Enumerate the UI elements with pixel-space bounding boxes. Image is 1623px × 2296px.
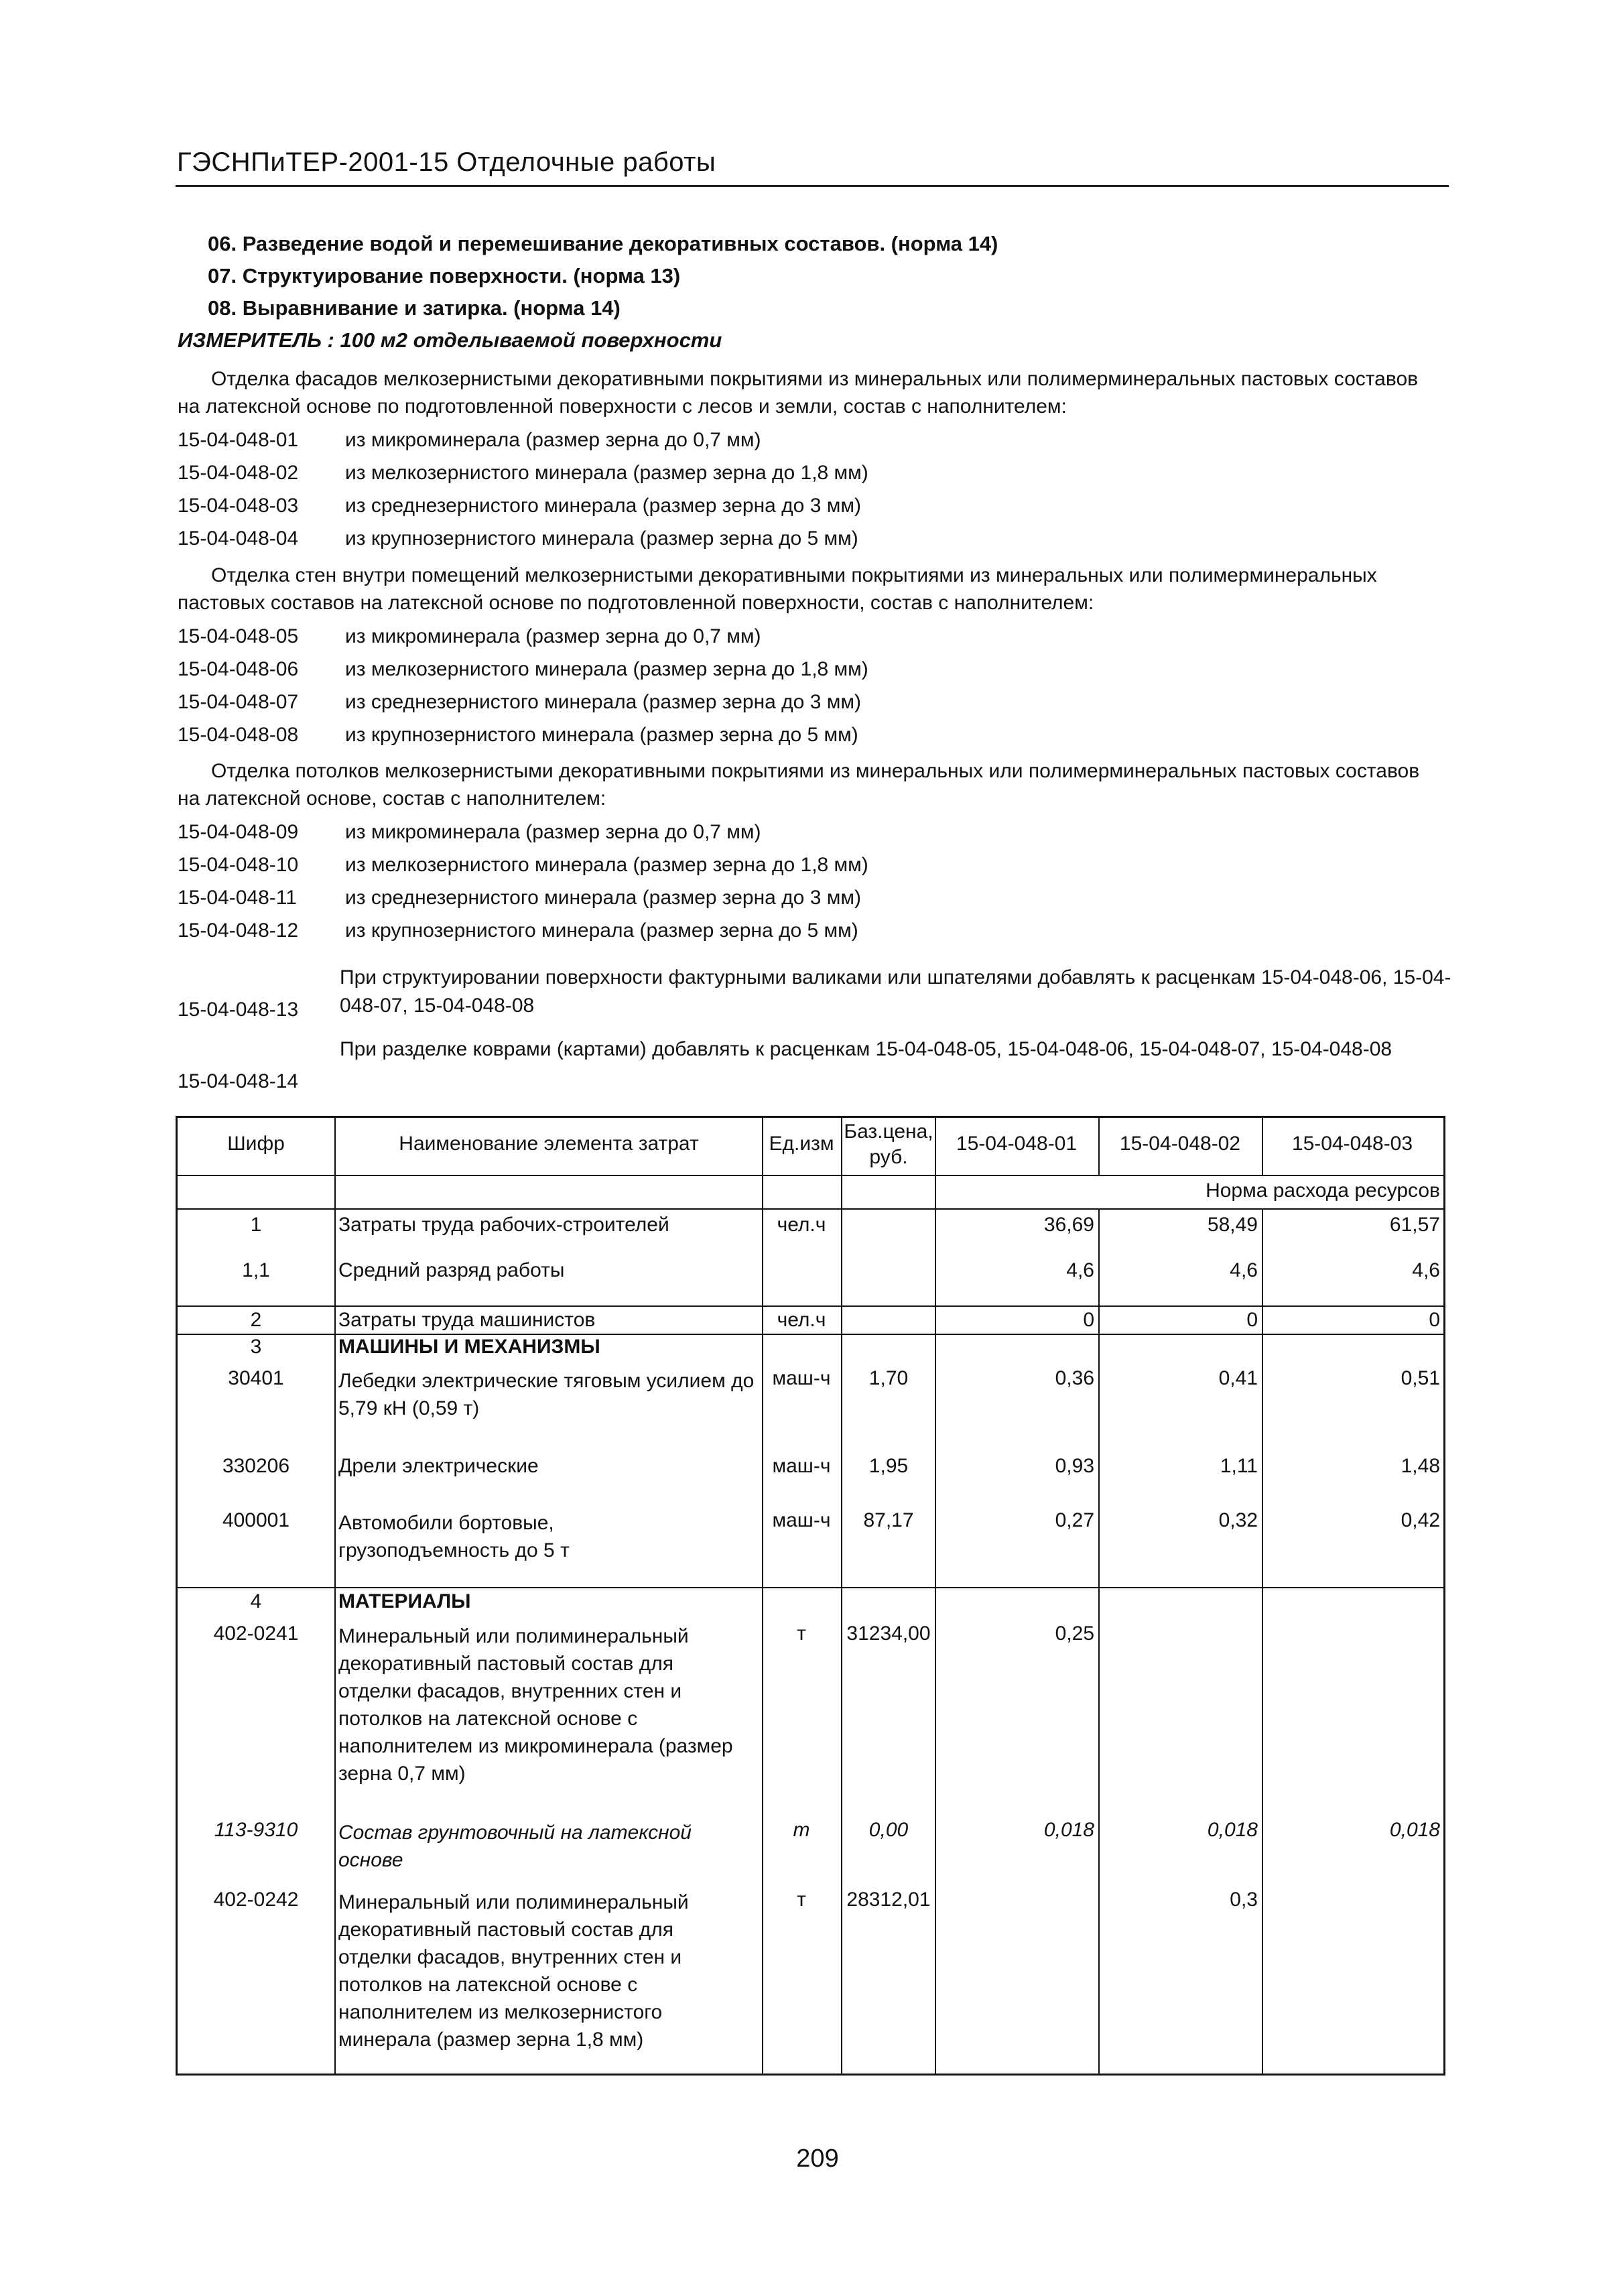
col-divider xyxy=(1098,1208,1100,2076)
row-divider xyxy=(178,1334,1443,1335)
row-code: 4 xyxy=(250,1590,262,1612)
addon-row xyxy=(178,1035,1451,1093)
row-code: 1,1 xyxy=(242,1259,270,1281)
code-row xyxy=(178,854,868,877)
row-name: Лебедки электрические тяговым усилием до 5,79 кН (0,59 т) xyxy=(338,1370,755,1419)
addon-code: 15-04-048-14 xyxy=(178,1070,299,1092)
code-text: из микроминерала (размер зерна до 0,7 мм) xyxy=(345,625,761,647)
row-price: 1,95 xyxy=(868,1455,909,1477)
col-divider xyxy=(762,1118,763,2076)
addon-text: При структуировании поверхности фактурными валиками или шпателями добавлять к расценкам 15-04-048-06, 15-04-048-07, 15-04-048-08 xyxy=(340,966,1451,1017)
addon-row xyxy=(178,964,1451,1021)
row-v3: 1,48 xyxy=(1401,1455,1440,1477)
code: 15-04-048-01 xyxy=(178,429,299,451)
code-text: из мелкозернистого минерала (размер зерна до 1,8 мм) xyxy=(345,854,868,876)
row-v3: 0,51 xyxy=(1401,1367,1440,1389)
row-unit: чел.ч xyxy=(777,1309,826,1331)
code: 15-04-048-02 xyxy=(178,462,299,484)
code-text: из мелкозернистого минерала (размер зерна до 1,8 мм) xyxy=(345,658,868,680)
header-price: Баз.цена, руб. xyxy=(844,1121,933,1168)
norm-label: Норма расхода ресурсов xyxy=(1206,1179,1440,1202)
row-name: Минеральный или полиминеральный декоративный пастовый состав для отделки фасадов, внутренних стен и потолков на латексной основе с наполнителем из микроминерала (размер зерна 0,7 мм) xyxy=(338,1625,733,1785)
row-name: Минеральный или полиминеральный декоративный пастовый состав для отделки фасадов, внутренних стен и потолков на латексной основе с наполнителем из мелкозернистого минерала (размер зерна 1,8 мм) xyxy=(338,1891,689,2051)
section-description: Отделка потолков мелкозернистыми декоративными покрытиями из минеральных или полимерминеральных пастовых составов на латексной основе, состав с наполнителем: xyxy=(178,760,1420,810)
code-text: из микроминерала (размер зерна до 0,7 мм) xyxy=(345,821,761,843)
code-row xyxy=(178,658,868,681)
operations-list xyxy=(208,228,998,324)
row-code: 330206 xyxy=(222,1455,290,1477)
code-row xyxy=(178,625,761,648)
row-divider xyxy=(178,1305,1443,1307)
row-unit: чел.ч xyxy=(777,1214,826,1236)
code-text: из крупнозернистого минерала (размер зерна до 5 мм) xyxy=(345,527,858,550)
row-v3: 0,42 xyxy=(1401,1509,1440,1531)
row-name: Автомобили бортовые, грузоподъемность до 5 т xyxy=(338,1512,570,1561)
code: 15-04-048-05 xyxy=(178,625,299,647)
code-row xyxy=(178,429,761,452)
code-text: из крупнозернистого минерала (размер зерна до 5 мм) xyxy=(345,919,858,942)
operation-item: 07. Структуирование поверхности. (норма 13) xyxy=(208,264,681,288)
row-v1: 36,69 xyxy=(1043,1214,1094,1236)
code-row xyxy=(178,691,861,714)
row-code: 2 xyxy=(250,1309,262,1331)
code: 15-04-048-10 xyxy=(178,854,299,876)
row-v2: 1,11 xyxy=(1220,1455,1258,1477)
code: 15-04-048-08 xyxy=(178,724,299,746)
page-header xyxy=(176,142,1449,187)
code-row xyxy=(178,527,858,550)
row-v2: 0,018 xyxy=(1207,1819,1258,1841)
row-code: 400001 xyxy=(222,1509,290,1531)
header-col2: 15-04-048-02 xyxy=(1119,1133,1241,1155)
row-unit: т xyxy=(793,1819,810,1841)
row-v1: 0 xyxy=(1083,1309,1094,1331)
code-row xyxy=(178,724,858,747)
row-v1: 0,018 xyxy=(1043,1819,1094,1841)
row-price: 0,00 xyxy=(868,1819,909,1841)
row-v2: 0 xyxy=(1246,1309,1258,1331)
row-unit: маш-ч xyxy=(772,1509,831,1531)
row-divider xyxy=(178,1208,1443,1210)
code: 15-04-048-11 xyxy=(178,887,297,909)
code-text: из среднезернистого минерала (размер зерна до 3 мм) xyxy=(345,495,861,517)
header-col1: 15-04-048-01 xyxy=(956,1133,1078,1155)
code-row xyxy=(178,462,868,485)
code-text: из среднезернистого минерала (размер зерна до 3 мм) xyxy=(345,887,861,909)
row-code: 402-0242 xyxy=(213,1889,299,1911)
code-row xyxy=(178,821,761,844)
header-col3: 15-04-048-03 xyxy=(1291,1133,1413,1155)
row-unit: т xyxy=(797,1622,806,1645)
row-name: Затраты труда машинистов xyxy=(338,1309,596,1331)
row-v1: 0,93 xyxy=(1055,1455,1094,1477)
row-unit: маш-ч xyxy=(772,1455,831,1477)
code: 15-04-048-04 xyxy=(178,527,299,550)
row-price: 28312,01 xyxy=(846,1889,931,1911)
row-price: 87,17 xyxy=(863,1509,914,1531)
section-description: Отделка стен внутри помещений мелкозернистыми декоративными покрытиями из минеральных или полимерминеральных пастовых составов на латексной основе по подготовленной поверхности, состав с наполнителем: xyxy=(178,564,1377,614)
row-divider xyxy=(178,1587,1443,1588)
row-code: 113-9310 xyxy=(214,1819,298,1841)
row-price: 1,70 xyxy=(868,1367,909,1389)
row-section-title: МАШИНЫ И МЕХАНИЗМЫ xyxy=(338,1336,600,1358)
header-code: Шифр xyxy=(227,1133,285,1155)
code-row xyxy=(178,887,861,909)
code-text: из микроминерала (размер зерна до 0,7 мм) xyxy=(345,429,761,451)
row-section-title: МАТЕРИАЛЫ xyxy=(338,1590,471,1612)
code: 15-04-048-07 xyxy=(178,691,299,713)
code-text: из среднезернистого минерала (размер зерна до 3 мм) xyxy=(345,691,861,713)
col-divider xyxy=(841,1118,842,2076)
page-number: 209 xyxy=(796,2145,839,2173)
operation-item: 08. Выравнивание и затирка. (норма 14) xyxy=(208,296,621,320)
header-name: Наименование элемента затрат xyxy=(399,1133,699,1155)
row-v2: 0,32 xyxy=(1218,1509,1258,1531)
row-v1: 0,25 xyxy=(1055,1622,1094,1645)
row-v1: 0,36 xyxy=(1055,1367,1094,1389)
section-description: Отделка фасадов мелкозернистыми декоративными покрытиями из минеральных или полимерминеральных пастовых составов на латексной основе по подготовленной поверхности с лесов и земли, состав с наполнителем: xyxy=(178,368,1419,418)
row-code: 402-0241 xyxy=(213,1622,299,1645)
row-unit: т xyxy=(797,1889,806,1911)
code: 15-04-048-12 xyxy=(178,919,299,942)
row-v2: 4,6 xyxy=(1230,1259,1258,1281)
row-name: Дрели электрические xyxy=(338,1455,539,1477)
code-text: из мелкозернистого минерала (размер зерна до 1,8 мм) xyxy=(345,462,868,484)
row-name: Средний разряд работы xyxy=(338,1259,565,1281)
page-title: ГЭСНПиТЕР-2001-15 Отделочные работы xyxy=(177,147,716,177)
code: 15-04-048-03 xyxy=(178,495,299,517)
addon-code: 15-04-048-13 xyxy=(178,999,299,1021)
code-row xyxy=(178,495,861,517)
row-v2: 0,3 xyxy=(1230,1889,1258,1911)
resource-table xyxy=(176,1116,1445,2076)
row-v3: 4,6 xyxy=(1412,1259,1440,1281)
col-divider xyxy=(1262,1208,1263,2076)
row-v3: 0,018 xyxy=(1389,1819,1440,1841)
row-name: Затраты труда рабочих-строителей xyxy=(338,1214,669,1236)
row-price: 31234,00 xyxy=(846,1622,931,1645)
row-divider xyxy=(178,1175,1443,1176)
code-text: из крупнозернистого минерала (размер зерна до 5 мм) xyxy=(345,724,858,746)
row-v3: 0 xyxy=(1429,1309,1440,1331)
row-code: 1 xyxy=(250,1214,262,1236)
row-v1: 0,27 xyxy=(1055,1509,1094,1531)
row-name: Состав грунтовочный на латексной основе xyxy=(338,1822,692,1871)
row-v2: 0,41 xyxy=(1218,1367,1258,1389)
header-unit: Ед.изм xyxy=(769,1133,834,1155)
row-code: 30401 xyxy=(228,1367,284,1389)
code: 15-04-048-06 xyxy=(178,658,299,680)
row-v1: 4,6 xyxy=(1066,1259,1094,1281)
meter-label: ИЗМЕРИТЕЛЬ : 100 м2 отделываемой поверхности xyxy=(178,328,722,352)
row-v3: 61,57 xyxy=(1389,1214,1440,1236)
row-unit: маш-ч xyxy=(772,1367,831,1389)
row-code: 3 xyxy=(250,1336,262,1358)
operation-item: 06. Разведение водой и перемешивание декоративных составов. (норма 14) xyxy=(208,232,998,255)
addon-text: При разделке коврами (картами) добавлять к расценкам 15-04-048-05, 15-04-048-06, 15-04-048-07, 15-04-048-08 xyxy=(340,1038,1392,1060)
code: 15-04-048-09 xyxy=(178,821,299,843)
row-v2: 58,49 xyxy=(1207,1214,1258,1236)
code-row xyxy=(178,919,858,942)
col-divider xyxy=(334,1118,336,2076)
